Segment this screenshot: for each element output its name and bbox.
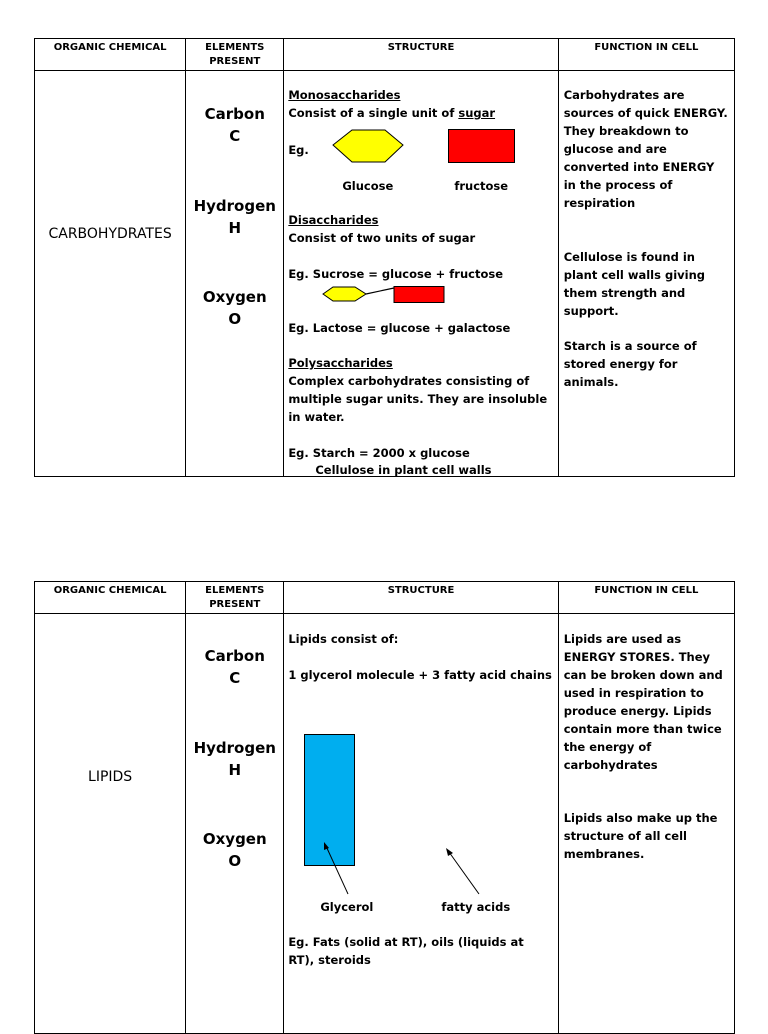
fatty-acids-label: fatty acids	[441, 900, 511, 914]
header-elements-present: ELEMENTS PRESENT	[186, 582, 284, 614]
starch-example: Eg. Starch = 2000 x glucose	[288, 446, 470, 460]
poly-text-line2: multiple sugar units. They are insoluble	[288, 392, 548, 406]
header-function-in-cell: FUNCTION IN CELL	[558, 39, 734, 71]
glucose-pentagon-icon	[332, 129, 404, 163]
chemical-name-cell	[35, 71, 186, 477]
elements-cell	[186, 614, 284, 1034]
sucrose-molecule-icon	[322, 285, 445, 305]
element-hydrogen: Hydrogen H	[193, 197, 276, 237]
cellulose-example: Cellulose in plant cell walls	[315, 463, 492, 477]
di-heading: Disaccharides	[288, 213, 379, 227]
fructose-rectangle-icon	[448, 129, 515, 163]
header-structure: STRUCTURE	[284, 39, 558, 71]
header-elements-present: ELEMENTS PRESENT	[186, 39, 284, 71]
carbohydrates-table	[34, 38, 735, 477]
lipids-example-line2: RT), steroids	[288, 953, 371, 967]
lactose-example: Eg. Lactose = glucose + galactose	[288, 321, 511, 335]
elements-cell	[186, 71, 284, 477]
function-cell	[558, 614, 734, 1034]
lipids-table	[34, 581, 735, 1034]
lipids-intro: Lipids consist of:	[288, 632, 399, 646]
chemical-name-cell	[35, 614, 186, 1034]
chemical-name: LIPIDS	[88, 769, 133, 785]
element-carbon: Carbon C	[204, 647, 265, 687]
di-text: Consist of two units of sugar	[288, 231, 476, 245]
lipids-example-line1: Eg. Fats (solid at RT), oils (liquids at	[288, 935, 524, 949]
mono-heading: Monosaccharides	[288, 88, 401, 102]
element-oxygen: Oxygen O	[202, 830, 267, 870]
glycerol-label: Glycerol	[320, 900, 374, 914]
chemical-name: CARBOHYDRATES	[48, 226, 172, 242]
sucrose-example: Eg. Sucrose = glucose + fructose	[288, 267, 504, 281]
label-arrows-icon	[318, 838, 488, 898]
header-function-in-cell: FUNCTION IN CELL	[558, 582, 734, 614]
function-paragraph-1: Lipids are used as ENERGY STORES. They can be broken down and used in respiration to produce energy. Lipids contain more than twice the energy of carbohydrates	[563, 632, 723, 772]
element-hydrogen: Hydrogen H	[193, 739, 276, 779]
mono-text: Consist of a single unit of sugar	[288, 106, 496, 120]
function-paragraph-3: Starch is a source of stored energy for animals.	[563, 339, 697, 389]
function-paragraph-1: Carbohydrates are sources of quick ENERGY. They breakdown to glucose and are converted into ENERGY in the process of respiration	[563, 88, 728, 210]
header-organic-chemical: ORGANIC CHEMICAL	[35, 39, 186, 71]
function-paragraph-2: Lipids also make up the structure of all cell membranes.	[563, 811, 718, 861]
structure-cell	[284, 614, 558, 1034]
element-oxygen: Oxygen O	[202, 288, 267, 328]
lipids-composition: 1 glycerol molecule + 3 fatty acid chains	[288, 668, 552, 682]
poly-text-line3: in water.	[288, 410, 345, 424]
fructose-label: fructose	[454, 179, 509, 193]
structure-cell	[284, 71, 558, 477]
poly-text-line1: Complex carbohydrates consisting of	[288, 374, 530, 388]
glucose-label: Glucose	[342, 179, 394, 193]
header-organic-chemical: ORGANIC CHEMICAL	[35, 582, 186, 614]
function-paragraph-2: Cellulose is found in plant cell walls giving them strength and support.	[563, 250, 705, 318]
header-structure: STRUCTURE	[284, 582, 558, 614]
poly-heading: Polysaccharides	[288, 356, 393, 370]
function-cell	[558, 71, 734, 477]
mono-eg: Eg.	[288, 143, 309, 157]
element-carbon: Carbon C	[204, 105, 265, 145]
